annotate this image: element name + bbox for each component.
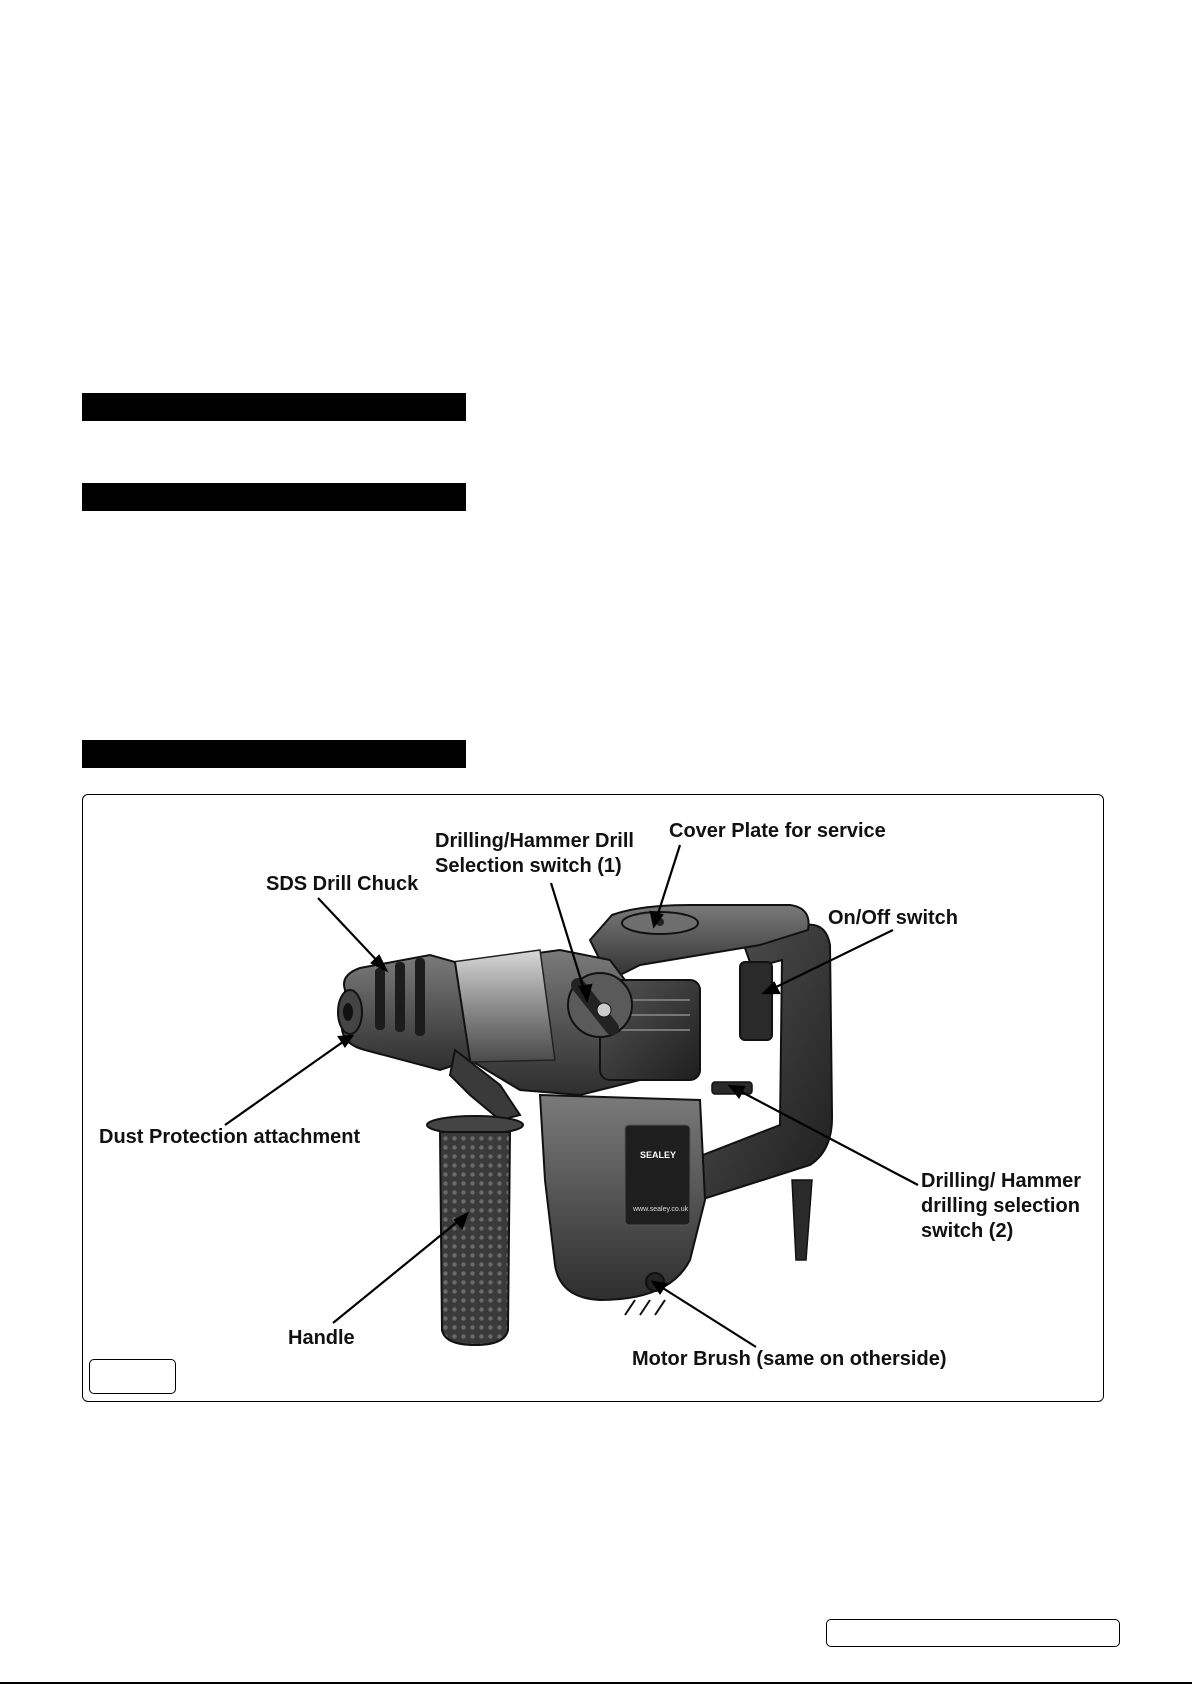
label-handle: Handle xyxy=(288,1327,355,1349)
label-cover-plate: Cover Plate for service xyxy=(669,820,886,842)
brand-logo: SEALEY xyxy=(640,1150,677,1160)
label-drill-selection-switch-2: Drilling/ Hammer drilling selection switch (2) xyxy=(921,1170,1082,1242)
bottom-rule xyxy=(0,1682,1192,1684)
side-handle xyxy=(427,1050,523,1345)
page-footer-box xyxy=(826,1619,1120,1647)
motor-housing xyxy=(540,1095,705,1315)
label-on-off-switch: On/Off switch xyxy=(828,907,958,929)
product-website: www.sealey.co.uk xyxy=(633,1206,689,1213)
sds-drill-chuck xyxy=(338,955,470,1070)
label-sds-drill-chuck: SDS Drill Chuck xyxy=(266,873,419,895)
selector-knob-1 xyxy=(568,973,632,1037)
label-motor-brush: Motor Brush (same on otherside) xyxy=(632,1348,947,1370)
label-drill-selection-switch-1: Drilling/Hammer Drill Selection switch (1) xyxy=(435,830,634,877)
rear-handle xyxy=(690,925,832,1260)
label-dust-protection: Dust Protection attachment xyxy=(99,1126,361,1148)
